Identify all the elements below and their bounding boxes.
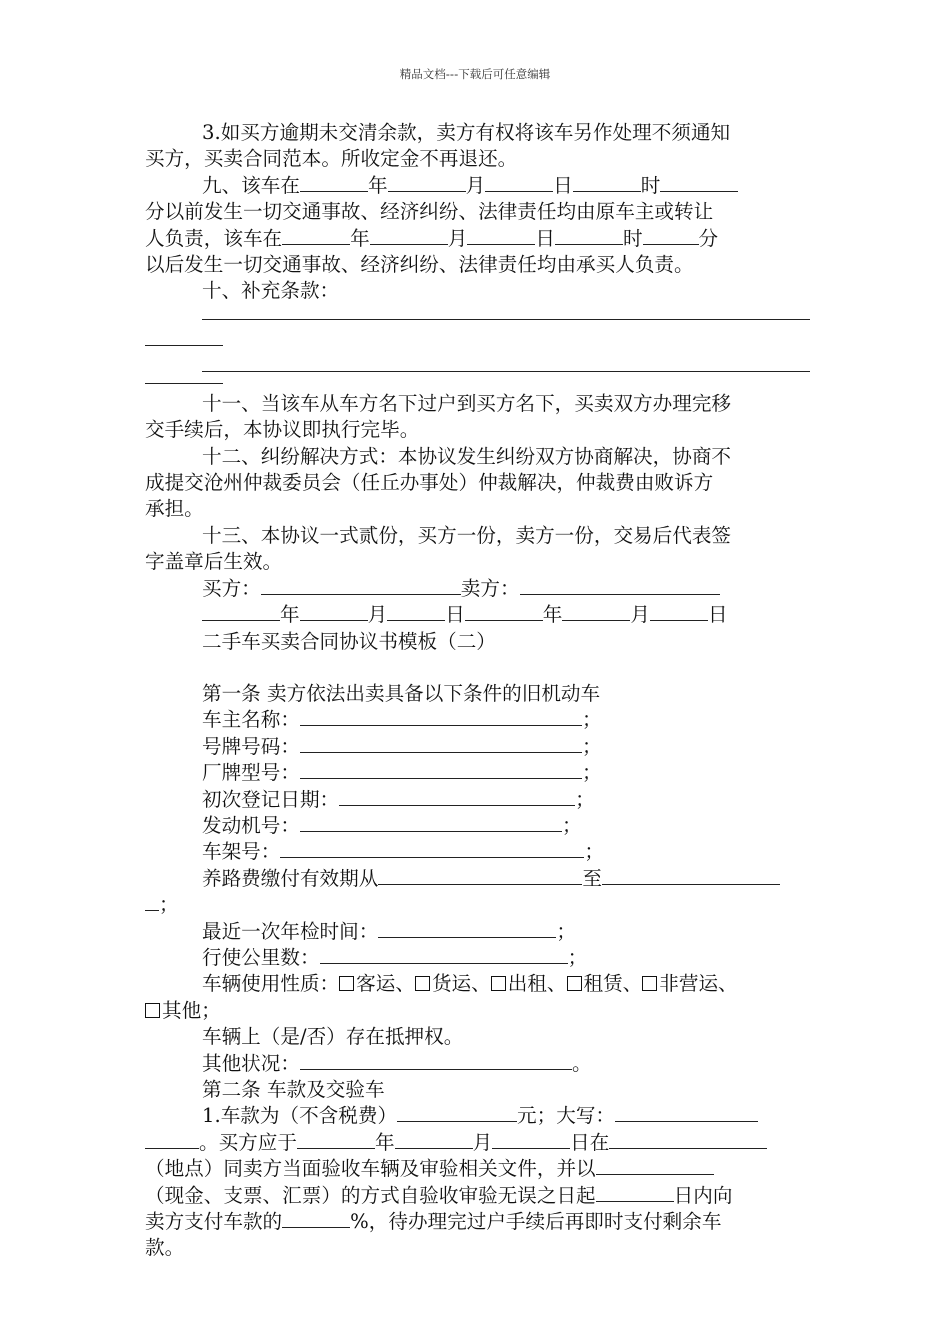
field-road-fee-cont: ； (145, 892, 810, 918)
field-mortgage: 车辆上（是/否）存在抵押权。 (202, 1025, 464, 1049)
field-registration-date: 初次登记日期： ； (202, 787, 595, 811)
field-frame-number: 车架号： ； (202, 840, 604, 864)
checkbox-lease[interactable] (567, 976, 582, 991)
checkbox-non-commercial[interactable] (642, 976, 657, 991)
field-owner-name: 车主名称： ； (202, 708, 602, 732)
clause-13-line1: 十三、本协议一式贰份，买方一份，卖方一份，交易后代表签 (202, 523, 732, 547)
checkbox-taxi[interactable] (491, 976, 506, 991)
clause-9-line1: 九、该车在 年 月 日 时 (145, 173, 810, 199)
supplement-blank-1 (145, 305, 810, 357)
clause-12-line1: 十二、纠纷解决方式：本协议发生纠纷双方协商解决，协商不 (202, 444, 732, 468)
checkbox-passenger[interactable] (339, 976, 354, 991)
document-body (145, 120, 810, 1262)
clause-12-line2: 成提交沧州仲裁委员会（任丘办事处）仲裁解决，仲裁费由败诉方 (145, 471, 714, 495)
field-mileage: 行使公里数： ； (202, 945, 588, 969)
payment-method-line: （现金、支票、汇票）的方式自验收审验无误之日起 日内向 (145, 1183, 733, 1207)
signature-date-line: 年 月 日 年 月 日 (145, 602, 810, 628)
field-usage-other: 其他； (145, 998, 810, 1024)
article-1-heading: 第一条 卖方依法出卖具备以下条件的旧机动车 (202, 681, 601, 705)
clause-9-line3: 人负责，该车在 年 月 日 时 分 (145, 226, 719, 250)
field-plate-number: 号牌号码： ； (202, 734, 602, 758)
clause-11-line1: 十一、当该车从车方名下过户到买方名下，买卖双方办理完移 (202, 391, 732, 415)
supplement-blank-2 (145, 357, 810, 391)
page-header: 精品文档---下载后可任意编辑 (399, 67, 551, 81)
checkbox-other[interactable] (145, 1003, 160, 1018)
article-2-heading: 第二条 车款及交验车 (202, 1078, 385, 1101)
template-2-title: 二手车买卖合同协议书模板（二） (202, 629, 496, 653)
checkbox-freight[interactable] (415, 976, 430, 991)
signature-line: 买方： 卖方： (145, 576, 810, 602)
price-line: 1.车款为（不含税费） 元；大写： (145, 1103, 810, 1129)
payment-percent-line: 卖方支付车款的 %，待办理完过户手续后再即时支付剩余车 (145, 1210, 722, 1234)
clause-10-title: 十、补充条款： (202, 279, 340, 303)
field-usage-type: 车辆使用性质： 客运、 货运、 出租、 租赁、 非营运、 (202, 972, 738, 996)
location-line: （地点）同卖方当面验收车辆及审验相关文件，并以 (145, 1156, 810, 1182)
field-other-status: 其他状况： 。 (202, 1051, 592, 1075)
field-road-fee: 养路费缴付有效期从 至 (145, 866, 810, 892)
final-line: 款。 (145, 1236, 185, 1260)
clause-11-line2: 交手续后，本协议即执行完毕。 (145, 418, 420, 442)
clause-13-line2: 字盖章后生效。 (145, 550, 283, 574)
paragraph-3-line1: 3.如买方逾期未交清余款，卖方有权将该车另作处理不须通知 (202, 121, 731, 144)
field-engine-number: 发动机号： ； (202, 813, 582, 837)
clause-12-line3: 承担。 (145, 497, 204, 521)
clause-9-line2: 分以前发生一切交通事故、经济纠纷、法律责任均由原车主或转让 (145, 200, 714, 224)
paragraph-3-line2: 买方，买卖合同范本。所收定金不再退还。 (145, 147, 518, 171)
clause-9-line4: 以后发生一切交通事故、经济纠纷、法律责任均由承买人负责。 (145, 253, 694, 277)
field-brand-model: 厂牌型号： ； (202, 761, 602, 785)
field-last-inspection: 最近一次年检时间： ； (202, 919, 576, 943)
price-line-cont: 。买方应于 年 月 日在 (145, 1130, 810, 1156)
